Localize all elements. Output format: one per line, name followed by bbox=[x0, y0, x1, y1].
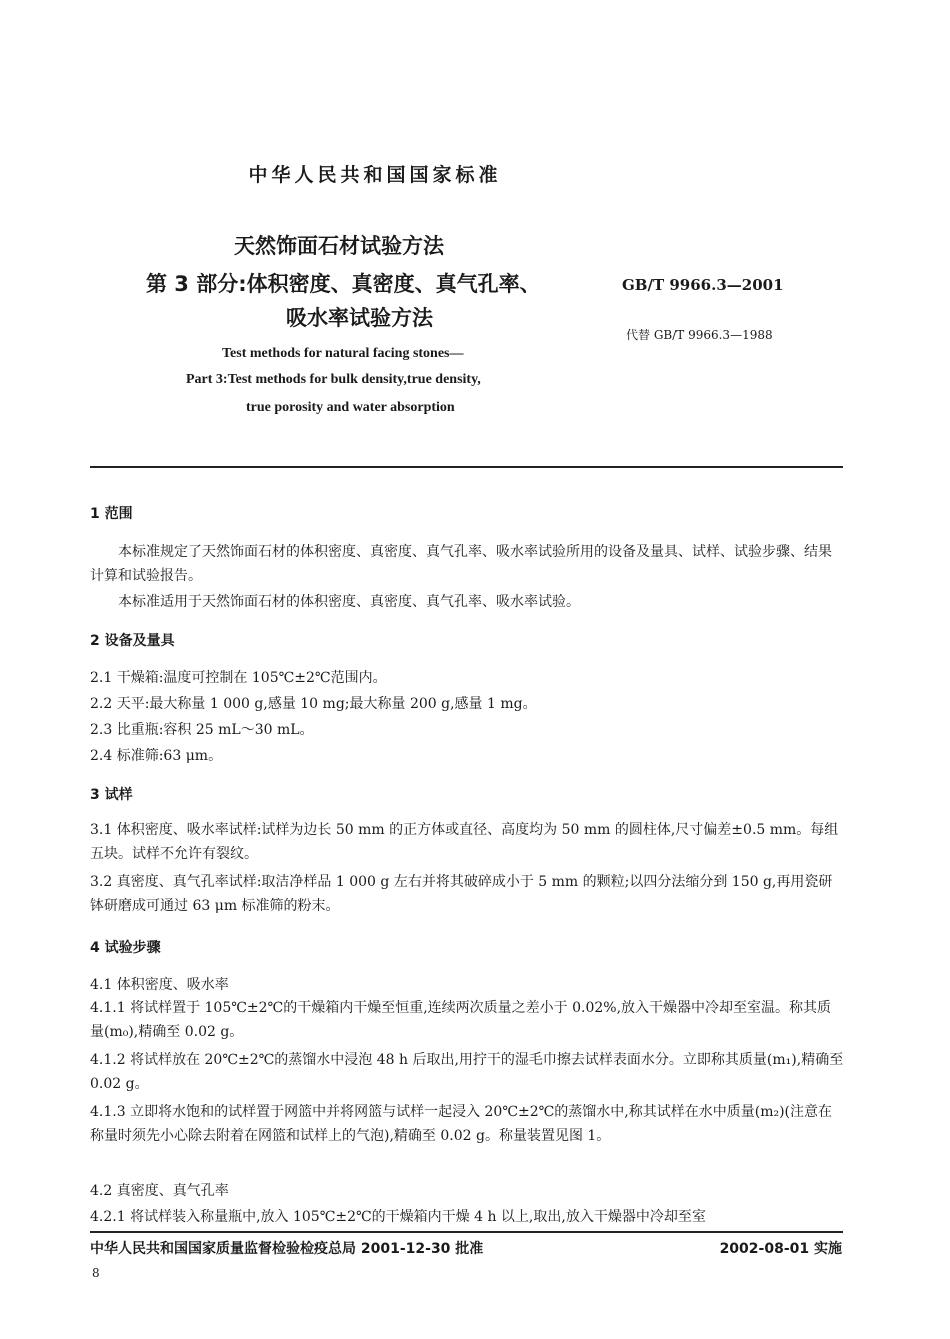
section-4-heading: 4 试验步骤 bbox=[90, 940, 161, 956]
title-line-3: 吸水率试验方法 bbox=[286, 306, 433, 330]
section-3-heading: 3 试样 bbox=[90, 787, 133, 803]
page-number: 8 bbox=[92, 1266, 100, 1280]
title-line-2: 第 3 部分:体积密度、真密度、真气孔率、 bbox=[146, 272, 541, 296]
approval-line: 中华人民共和国国家质量监督检验检疫总局 2001-12-30 批准 bbox=[90, 1241, 484, 1257]
clause-2-1: 2.1 干燥箱:温度可控制在 105℃±2℃范围内。 bbox=[90, 670, 387, 686]
clause-4-1-1: 4.1.1 将试样置于 105℃±2℃的干燥箱内干燥至恒重,连续两次质量之差小于 0.02%,放入干燥器中冷却至室温。称其质量(m₀),精确至 0.02 g。 bbox=[90, 1000, 832, 1040]
english-title-line-2: Part 3:Test methods for bulk density,true density, bbox=[186, 372, 481, 387]
clause-4-1-3: 4.1.3 立即将水饱和的试样置于网篮中并将网篮与试样一起浸入 20℃±2℃的蒸馏水中,称其试样在水中质量(m₂)(注意在称量时须先小心除去附着在网篮和试样上的气泡),精确至 0.02 g。称量装置见图 1。 bbox=[90, 1104, 833, 1144]
clause-2-2: 2.2 天平:最大称量 1 000 g,感量 10 mg;最大称量 200 g,感量 1 mg。 bbox=[90, 696, 537, 712]
clause-4-1-2: 4.1.2 将试样放在 20℃±2℃的蒸馏水中浸泡 48 h 后取出,用拧干的湿毛巾擦去试样表面水分。立即称其质量(m₁),精确至 0.02 g。 bbox=[90, 1052, 844, 1092]
section-1-paragraph-1: 本标准规定了天然饰面石材的体积密度、真密度、真气孔率、吸水率试验所用的设备及量具、试样、试验步骤、结果计算和试验报告。 bbox=[90, 544, 832, 584]
standard-number bbox=[622, 276, 784, 294]
title-line-1: 天然饰面石材试验方法 bbox=[234, 234, 444, 258]
section-1-paragraph-2: 本标准适用于天然饰面石材的体积密度、真密度、真气孔率、吸水率试验。 bbox=[118, 594, 580, 610]
replaces-standard: 代替 GB/T 9966.3—1988 bbox=[626, 328, 773, 342]
clause-3-1: 3.1 体积密度、吸水率试样:试样为边长 50 mm 的正方体或直径、高度均为 50 mm 的圆柱体,尺寸偏差±0.5 mm。每组五块。试样不允许有裂纹。 bbox=[90, 822, 839, 862]
clause-4-2: 4.2 真密度、真气孔率 bbox=[90, 1183, 229, 1199]
clause-2-3: 2.3 比重瓶:容积 25 mL～30 mL。 bbox=[90, 722, 314, 738]
standard-number-text: GB/T 9966.3—2001 bbox=[622, 276, 784, 294]
clause-3-2: 3.2 真密度、真气孔率试样:取洁净样品 1 000 g 左右并将其破碎成小于 5 mm 的颗粒;以四分法缩分到 150 g,再用瓷研钵研磨成可通过 63 μm 标准筛的粉末。 bbox=[90, 874, 833, 914]
implementation-date: 2002-08-01 实施 bbox=[719, 1241, 842, 1257]
section-1-heading: 1 范围 bbox=[90, 506, 133, 522]
header-divider bbox=[90, 466, 843, 468]
english-title-line-1: Test methods for natural facing stones— bbox=[222, 346, 464, 361]
national-standard-heading: 中华人民共和国国家标准 bbox=[248, 164, 502, 186]
clause-2-4: 2.4 标准筛:63 μm。 bbox=[90, 748, 223, 764]
english-title-line-3: true porosity and water absorption bbox=[246, 400, 455, 415]
clause-4-2-1: 4.2.1 将试样装入称量瓶中,放入 105℃±2℃的干燥箱内干燥 4 h 以上,取出,放入干燥器中冷却至室 bbox=[90, 1209, 706, 1225]
clause-4-1: 4.1 体积密度、吸水率 bbox=[90, 977, 229, 993]
footer-divider bbox=[90, 1231, 843, 1233]
section-2-heading: 2 设备及量具 bbox=[90, 633, 175, 649]
